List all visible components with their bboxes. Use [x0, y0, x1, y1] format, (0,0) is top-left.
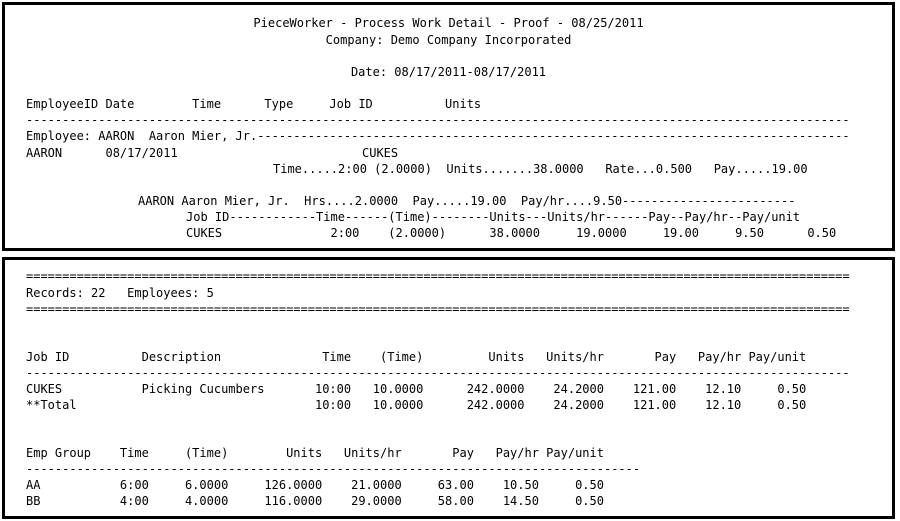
detail-id-date: AARON 08/17/2011 — [26, 146, 178, 160]
report-title: PieceWorker - Process Work Detail - Proof - 08/25/2011 — [253, 16, 644, 30]
detail-values: Time.....2:00 (2.0000) Units.......38.0000 Rate...0.500 Pay.....19.00 — [273, 162, 808, 176]
company-name: Company: Demo Company Incorporated — [325, 33, 572, 47]
detail-job-id: CUKES — [362, 146, 399, 160]
job-table-rule: ------------------------------------------------------------------------------------------------------------------ — [26, 366, 850, 380]
date-range: Date: 08/17/2011-08/17/2011 — [350, 65, 547, 79]
column-header: EmployeeID Date Time Type Job ID Units — [26, 97, 482, 111]
group-table-header: Emp Group Time (Time) Units Units/hr Pay Pay/hr Pay/unit — [26, 446, 604, 460]
rule-dashes: ------------------------------------------------------------------------------------------------------------------ — [26, 113, 850, 127]
table-row: AA 6:00 6.0000 126.0000 21.0000 63.00 10.50 0.50 — [26, 478, 604, 492]
employee-summary: AARON Aaron Mier, Jr. Hrs....2.0000 Pay.....19.00 Pay/hr....9.50------------------------ — [138, 194, 796, 208]
job-summary-header: Job ID------------Time------(Time)--------Units---Units/hr------Pay--Pay/hr--Pay/unit — [186, 210, 801, 224]
records-count: Records: 22 Employees: 5 — [26, 286, 214, 300]
report-detail-panel — [2, 2, 895, 251]
total-row: **Total 10:00 10.0000 242.0000 24.2000 121.00 12.10 0.50 — [26, 398, 807, 412]
table-row: BB 4:00 4.0000 116.0000 29.0000 58.00 14.50 0.50 — [26, 494, 604, 508]
group-table-rule: ------------------------------------------------------------------------------------- — [26, 462, 641, 476]
job-summary-row: CUKES 2:00 (2.0000) 38.0000 19.0000 19.00 9.50 0.50 — [186, 226, 837, 240]
rule-equals-bottom: ================================================================================================================== — [26, 302, 850, 316]
job-table-header: Job ID Description Time (Time) Units Units/hr Pay Pay/hr Pay/unit — [26, 350, 807, 364]
rule-equals-top: ================================================================================================================== — [26, 269, 850, 283]
table-row: CUKES Picking Cucumbers 10:00 10.0000 242.0000 24.2000 121.00 12.10 0.50 — [26, 382, 807, 396]
report-summary-panel — [2, 257, 895, 519]
employee-heading: Employee: AARON Aaron Mier, Jr.---------------------------------------------------------------------------------- — [26, 129, 850, 143]
